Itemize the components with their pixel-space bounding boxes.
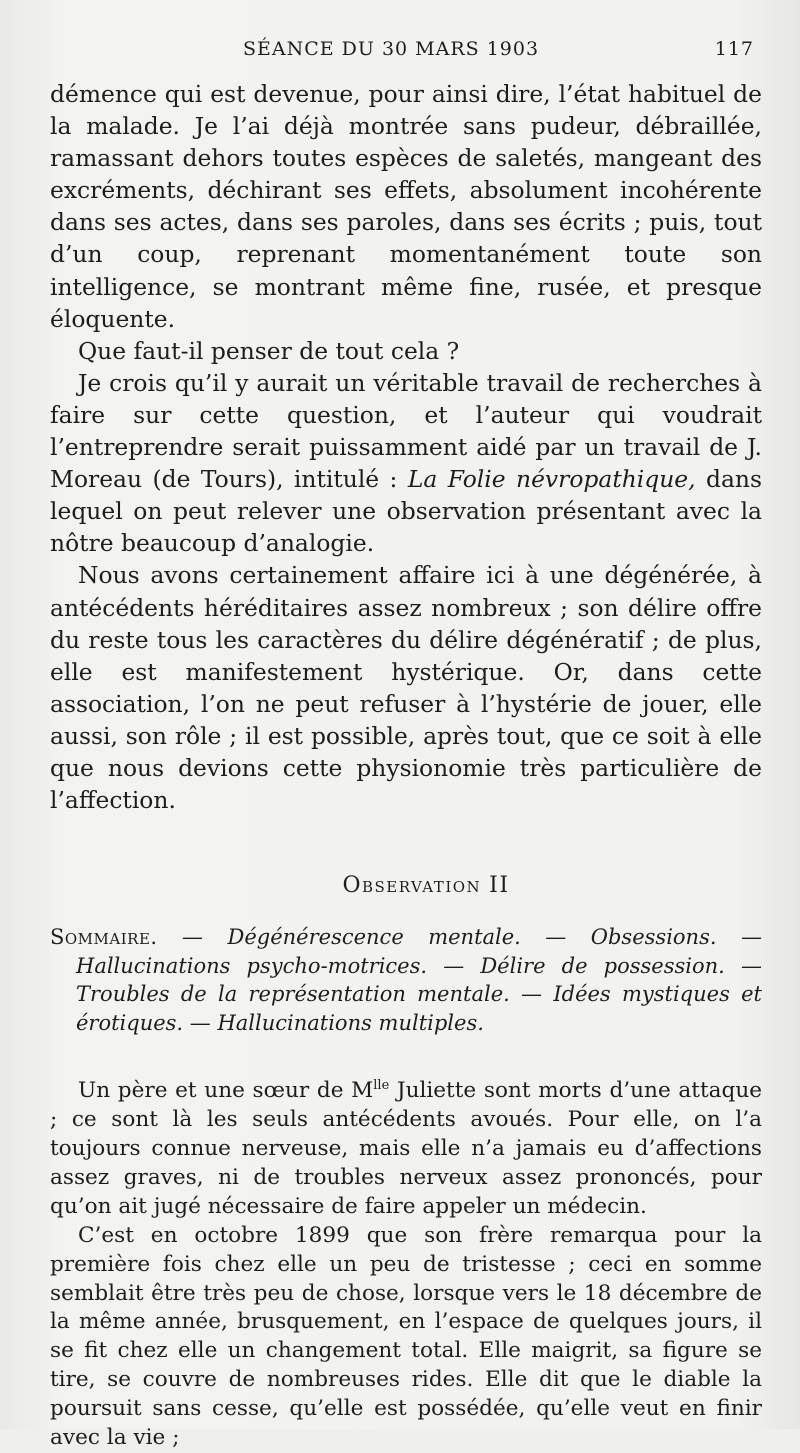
running-head xyxy=(50,0,762,78)
observation-number: II xyxy=(489,873,510,899)
summary-block xyxy=(50,923,762,1037)
mademoiselle-superscript: lle xyxy=(373,1077,390,1093)
paragraph-question: Que faut-il penser de tout cela ? xyxy=(78,336,460,365)
page-number: 117 xyxy=(714,38,754,60)
paragraph-family xyxy=(50,1077,762,1222)
summary-label: Sommaire. xyxy=(50,925,158,950)
book-title-italic: La Folie névropathique, xyxy=(407,465,696,494)
research-text: Je crois qu’il y aurait un véritable travail de recherches à faire sur cette question, et l’auteur qui voudrait l’entreprendre serait puissamment aidé par un travail de J. Moreau (de Tours), intitulé : xyxy=(50,368,762,494)
paragraph-dementia: démence qui est devenue, pour ainsi dire, l’état habituel de la malade. Je l’ai déjà montrée sans pudeur, débraillée, ramassant dehors toutes espèces de saletés, mangeant des excréments, déchirant ses effets, absolument incohérente dans ses actes, dans ses paroles, dans ses écrits ; puis, tout d’un coup, reprenant momentanément toute son intelligence, se montrant même fine, rusée, et presque éloquente. xyxy=(50,80,762,333)
paragraph-october: C’est en octobre 1899 que son frère remarqua pour la première fois chez elle un peu de tristesse ; ceci en somme semblait être très peu de chose, lorsque vers le 18 décembre de la même année, brusquement, en l’espace de quelques jours, il se fit chez elle un changement total. Elle maigrit, sa figure se tire, se couvre de nombreuses rides. Elle dit que le diable la poursuit sans cesse, qu’elle est possédée, qu’elle veut en finir avec la vie ; xyxy=(50,1222,762,1451)
summary-text: — Dégénérescence mentale. — Obsessions. — Hallucinations psycho-motrices. — Délire de possession. — Troubles de la représentation mentale. — Idées mystiques et érotiques. — Hallucinations multiples. xyxy=(76,925,762,1035)
observation-label: Observation xyxy=(342,873,482,899)
family-text-start: Un père et une sœur de M xyxy=(78,1078,374,1104)
text-block-top xyxy=(50,78,762,816)
observation-heading xyxy=(50,873,762,905)
paragraph-research xyxy=(50,367,762,560)
research-text-end: dans lequel on peut relever une observation présentant avec la nôtre beaucoup d’analogie. xyxy=(50,465,763,558)
running-title: SÉANCE DU 30 MARS 1903 xyxy=(243,38,540,60)
paragraph-degenerate: Nous avons certainement affaire ici à une dégénérée, à antécédents héréditaires assez nombreux ; son délire offre du reste tous les caractères du délire dégénératif ; de plus, elle est manifestement hystérique. Or, dans cette association, l’on ne peut refuser à l’hystérie de jouer, elle aussi, son rôle ; il est possible, après tout, que ce soit à elle que nous devions cette physionomie très particulière de l’affection. xyxy=(50,561,762,815)
family-text-rest: Juliette sont morts d’une attaque ; ce sont là les seuls antécédents avoués. Pour elle, on l’a toujours connue nerveuse, mais elle n’a jamais eu d’affections assez graves, ni de troubles nerveux assez prononcés, pour qu’on ait jugé nécessaire de faire appeler un médecin. xyxy=(50,1078,763,1219)
text-block-bottom xyxy=(50,1077,762,1453)
